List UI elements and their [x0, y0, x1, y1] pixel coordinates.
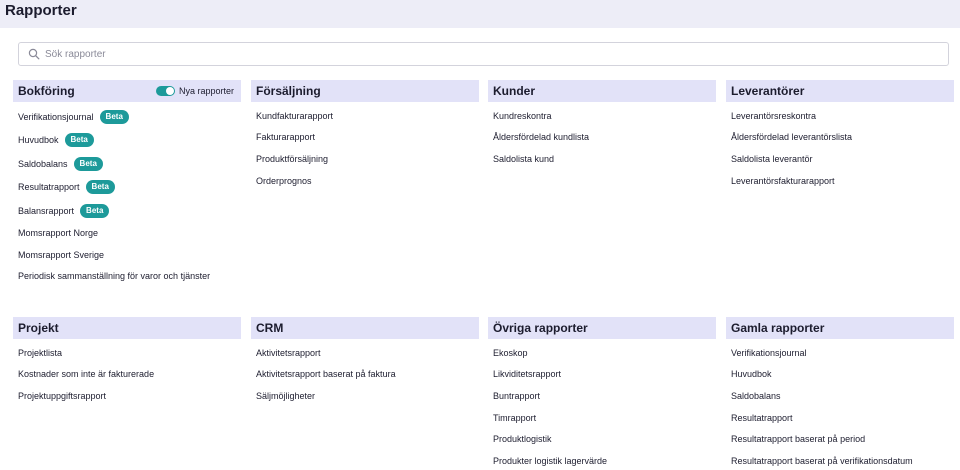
report-link-orderprognos[interactable]: Orderprognos	[256, 175, 312, 186]
section-forsaljning	[251, 80, 479, 191]
report-link-periodisk-sammanstallning[interactable]: Periodisk sammanställning för varor och tjänster	[18, 271, 211, 282]
report-list	[13, 339, 241, 407]
section-projekt	[13, 317, 241, 407]
beta-badge: Beta	[100, 110, 129, 124]
search-input[interactable]	[45, 43, 925, 65]
report-list	[251, 339, 479, 407]
top-bar	[0, 0, 960, 28]
section-title: Försäljning	[256, 84, 321, 98]
report-link-timrapport[interactable]: Timrapport	[493, 412, 537, 423]
toggle-knob	[166, 87, 174, 95]
report-link-old-resultatrapport[interactable]: Resultatrapport	[731, 412, 793, 423]
section-header	[251, 317, 479, 339]
new-reports-toggle[interactable]	[156, 86, 175, 96]
section-gamla-rapporter	[726, 317, 954, 470]
report-link-produkter-logistik-lagervarde[interactable]: Produkter logistik lagervärde	[493, 455, 608, 466]
section-header	[13, 317, 241, 339]
section-crm	[251, 317, 479, 407]
report-link-old-verifikationsjournal[interactable]: Verifikationsjournal	[731, 347, 807, 358]
section-header	[726, 317, 954, 339]
report-link-produktforsaljning[interactable]: Produktförsäljning	[256, 153, 329, 164]
report-link-old-saldobalans[interactable]: Saldobalans	[731, 390, 781, 401]
report-link-aldersfordelad-kundlista[interactable]: Åldersfördelad kundlista	[493, 132, 590, 143]
report-link-kostnader-ej-fakturerade[interactable]: Kostnader som inte är fakturerade	[18, 369, 155, 380]
report-link-saldolista-kund[interactable]: Saldolista kund	[493, 153, 555, 164]
page-title: Rapporter	[5, 2, 77, 19]
report-link-likviditetsrapport[interactable]: Likviditetsrapport	[493, 369, 562, 380]
report-link-ekoskop[interactable]: Ekoskop	[493, 347, 528, 358]
section-title: Leverantörer	[731, 84, 805, 98]
section-title: Bokföring	[18, 84, 75, 98]
report-link-leverantorsfakturarapport[interactable]: Leverantörsfakturarapport	[731, 175, 835, 186]
search-box[interactable]	[18, 42, 949, 66]
section-kunder	[488, 80, 716, 170]
report-link-old-resultatrapport-verifikationsdatum[interactable]: Resultatrapport baserat på verifikationsdatum	[731, 455, 913, 466]
beta-badge: Beta	[86, 180, 115, 194]
search-icon	[28, 48, 40, 60]
section-title: Övriga rapporter	[493, 321, 588, 335]
section-header	[251, 80, 479, 102]
report-link-kundfakturarapport[interactable]: Kundfakturarapport	[256, 110, 334, 121]
report-link-buntrapport[interactable]: Buntrapport	[493, 390, 541, 401]
report-link-fakturarapport[interactable]: Fakturarapport	[256, 132, 316, 143]
section-bokforing	[13, 80, 241, 287]
report-list	[251, 102, 479, 191]
report-link-resultatrapport[interactable]: Resultatrapport Beta	[13, 176, 241, 200]
report-link-aktivitetsrapport-faktura[interactable]: Aktivitetsrapport baserat på faktura	[256, 369, 396, 380]
beta-badge: Beta	[65, 133, 94, 147]
report-link-saldolista-leverantor[interactable]: Saldolista leverantör	[731, 153, 813, 164]
report-list	[488, 339, 716, 470]
report-link-verifikationsjournal[interactable]: Verifikationsjournal Beta	[13, 105, 241, 129]
beta-badge: Beta	[74, 157, 103, 171]
section-title: Kunder	[493, 84, 535, 98]
report-link-leverantorsreskontra[interactable]: Leverantörsreskontra	[731, 110, 817, 121]
report-link-aktivitetsrapport[interactable]: Aktivitetsrapport	[256, 347, 321, 358]
section-title: Projekt	[18, 321, 59, 335]
report-link-momsrapport-norge[interactable]: Momsrapport Norge	[18, 228, 99, 239]
report-link-saldobalans[interactable]: Saldobalans Beta	[13, 152, 241, 176]
report-link-aldersfordelad-leverantorslista[interactable]: Åldersfördelad leverantörslista	[731, 132, 853, 143]
section-header	[13, 80, 241, 102]
report-link-old-resultatrapport-period[interactable]: Resultatrapport baserat på period	[731, 434, 866, 445]
section-header	[726, 80, 954, 102]
report-link-saljmojligheter[interactable]: Säljmöjligheter	[256, 390, 316, 401]
report-list	[13, 102, 241, 287]
report-list	[726, 339, 954, 470]
beta-badge: Beta	[80, 204, 109, 218]
report-link-momsrapport-sverige[interactable]: Momsrapport Sverige	[18, 249, 105, 260]
section-title: CRM	[256, 321, 284, 335]
report-link-projektuppgiftsrapport[interactable]: Projektuppgiftsrapport	[18, 390, 107, 401]
report-link-kundreskontra[interactable]: Kundreskontra	[493, 110, 552, 121]
section-header	[488, 317, 716, 339]
report-link-old-huvudbok[interactable]: Huvudbok	[731, 369, 772, 380]
report-list	[488, 102, 716, 170]
report-link-huvudbok[interactable]: Huvudbok Beta	[13, 129, 241, 153]
section-leverantorer	[726, 80, 954, 191]
report-link-produktlogistik[interactable]: Produktlogistik	[493, 434, 552, 445]
report-link-balansrapport[interactable]: Balansrapport Beta	[13, 199, 241, 223]
report-link-projektlista[interactable]: Projektlista	[18, 347, 63, 358]
section-title: Gamla rapporter	[731, 321, 825, 335]
toggle-label: Nya rapporter	[179, 86, 235, 96]
section-header	[488, 80, 716, 102]
report-list	[726, 102, 954, 191]
section-ovriga-rapporter	[488, 317, 716, 470]
